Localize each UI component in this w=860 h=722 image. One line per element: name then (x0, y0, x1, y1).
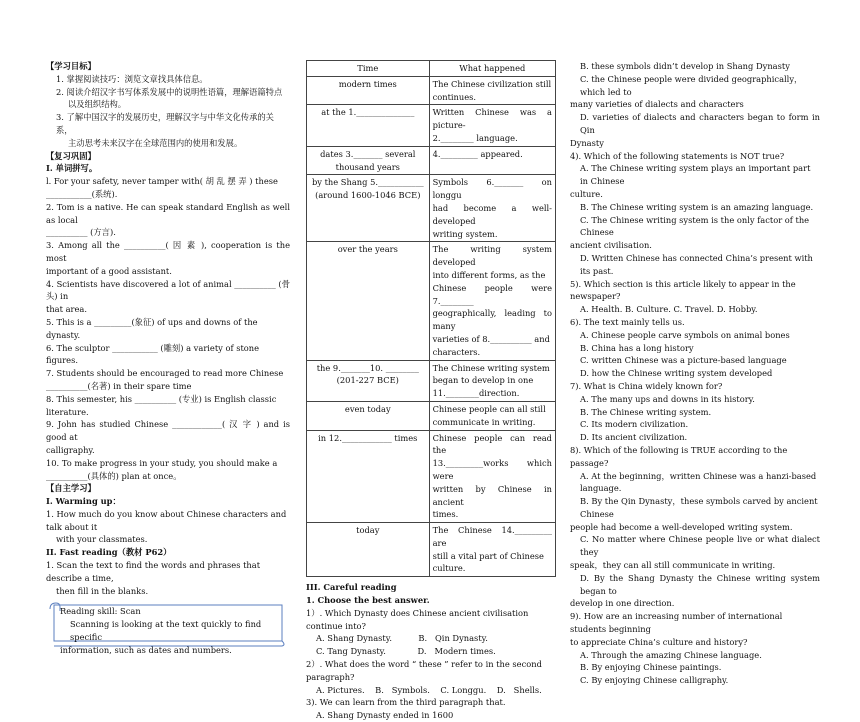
event-cell-line: writing system. (432, 228, 498, 239)
event-cell-line: into different forms, as the (432, 269, 546, 280)
question-text-line: B. these symbols didn’t develop in Shang Dynasty (580, 61, 790, 71)
table-header-row (307, 61, 556, 77)
objectives-heading: 【学习目标】 (46, 61, 96, 71)
question-text-line: A. Chinese people carve symbols on animal bones (580, 329, 790, 340)
event-cell-line: The Chinese 14._________ are (432, 525, 552, 548)
question-text-line: D. By the Shang Dynasty the Chinese writing system began to (580, 572, 820, 596)
question-text-line: B. The Chinese writing system. (580, 406, 712, 417)
fast-reading-heading: II. Fast reading（教材 P62） (46, 547, 172, 558)
fast-line: then fill in the blanks. (56, 585, 149, 596)
question-text-line: 9). How are an increasing number of international students beginning (570, 611, 783, 635)
event-cell-line: still a vital part of Chinese (432, 550, 544, 561)
event-cell (429, 360, 555, 401)
time-cell (307, 146, 430, 175)
event-cell (429, 146, 555, 175)
exercise-line: important of a good assistant. (46, 265, 172, 276)
event-cell-line: times. (432, 509, 459, 520)
time-cell (307, 76, 430, 105)
event-cell-line: geographically, leading to many (432, 308, 552, 332)
question-text-line: culture. (570, 188, 603, 199)
spelling-exercise (46, 175, 290, 482)
event-cell-line: The Chinese civilization still (432, 78, 552, 89)
objective-line: 2. 阅读介绍汉字书写体系发展中的说明性语篇，理解语篇特点 (56, 86, 283, 97)
event-cell-line: continues. (432, 91, 477, 102)
time-cell-line: modern times (338, 78, 397, 89)
table-header-what: What happened (429, 61, 555, 77)
skill-title: Reading skill: Scan (60, 606, 141, 617)
exercise-line: that area. (46, 304, 88, 315)
question-text-line: people had become a well-developed writing system. (570, 521, 793, 532)
question-line: 3). We can learn from the third paragraph that. (306, 697, 506, 708)
middle-column (306, 60, 556, 722)
event-cell (429, 105, 555, 146)
time-cell (307, 360, 430, 401)
warming-up-heading: I. Warming up： (46, 496, 121, 507)
option-line: A. Pictures. B. Symbols. C. Longgu. D. Shells. (316, 684, 542, 695)
table-row (307, 242, 556, 360)
event-cell-line: written by Chinese in ancient (432, 483, 552, 507)
time-cell-line: (201-227 BCE) (336, 375, 399, 386)
question-text-line: B. China has a long history (580, 342, 694, 353)
question-text-line: C. written Chinese was a picture-based language (580, 355, 787, 366)
event-cell-line: 4._________ appeared. (432, 148, 523, 159)
question-text-line: Dynasty (570, 137, 604, 148)
event-cell (429, 76, 555, 105)
time-cell-line: today (356, 525, 380, 536)
time-cell-line: by the Shang 5.___________ (311, 177, 424, 188)
time-cell (307, 242, 430, 360)
question-text-line: to appreciate China’s culture and history? (570, 636, 748, 647)
fast-line: 1. Scan the text to find the words and phrases that describe a time, (46, 560, 261, 583)
event-cell-line: Chinese people were 7.________ (432, 282, 552, 306)
question-text-line: B. By the Qin Dynasty，these symbols carved by ancient Chinese (580, 496, 818, 519)
question-text-line: C. No matter where Chinese people live or what dialect they (580, 534, 820, 558)
question-text-line: A. Through the amazing Chinese language. (580, 649, 762, 660)
question-text-line: C. the Chinese people were divided geographically，which led to (580, 73, 803, 97)
question-text-line: C. Its modern civilization. (580, 419, 689, 430)
time-cell-line: at the 1.______________ (321, 107, 415, 118)
table-row (307, 523, 556, 577)
exercise-line: __________ (方言). (46, 227, 116, 238)
skill-text: information, such as dates and numbers. (60, 644, 232, 655)
exercise-line: 9. John has studied Chinese ____________( 汉 字 ) and is good at (46, 419, 290, 443)
question-text-line: C. The Chinese writing system is the only factor of the Chinese (580, 214, 810, 238)
event-cell-line: characters. (432, 346, 481, 357)
exercise-line: 7. Students should be encouraged to read more Chinese (46, 368, 284, 379)
exercise-line: 4. Scientists have discovered a lot of animal __________ (骨头) in (46, 278, 290, 302)
question-text-line: A. Health. B. Culture. C. Travel. D. Hobby. (580, 304, 758, 315)
question-text-line: 4). Which of the following statements is NOT true? (570, 150, 785, 161)
event-cell-line: The Chinese writing system (432, 362, 550, 373)
exercise-line: 8. This semester, his __________ (专业) is English classic literature. (46, 393, 277, 417)
exercise-line: calligraphy. (46, 444, 95, 455)
time-cell (307, 175, 430, 242)
event-cell-line: 2.________ language. (432, 132, 518, 143)
event-cell (429, 430, 555, 523)
choose-heading: 1. Choose the best answer. (306, 595, 430, 606)
objective-line: 主动思考未来汉字在全球范围内的使用和发展。 (68, 137, 243, 148)
question-text-line: D. Written Chinese has connected China’s present with its past. (580, 252, 813, 276)
event-cell-line: The writing system developed (432, 244, 552, 268)
exercise-line: __________(具体的) plan at once。 (46, 470, 182, 481)
question-text-line: 8). Which of the following is TRUE according to the passage? (570, 444, 788, 468)
objective-line: 3. 了解中国汉字的发展历史，理解汉字与中华文化传承的关系， (56, 112, 274, 135)
table-header-time: Time (307, 61, 430, 77)
self-study-heading: 【自主学习】 (46, 483, 96, 494)
question-text-line: 6). The text mainly tells us. (570, 316, 685, 327)
question-text-line: B. By enjoying Chinese paintings. (580, 662, 722, 673)
event-cell-line: Written Chinese was a picture- (432, 107, 552, 131)
time-cell-line: dates 3._______ several (320, 148, 416, 159)
event-cell-line: culture. (432, 563, 466, 574)
event-cell (429, 523, 555, 577)
table-row (307, 360, 556, 401)
event-cell-line: had become a well-developed (432, 202, 552, 226)
objective-line: 以及组织结构。 (68, 99, 127, 110)
table-row (307, 430, 556, 523)
event-cell (429, 175, 555, 242)
event-cell-line: Symbols 6._______ on longgu (432, 177, 552, 201)
exercise-line: ___________(系统). (46, 188, 118, 199)
question-text-line: 5). Which section is this article likely to appear in the newspaper? (570, 278, 796, 302)
left-column (46, 60, 290, 655)
question-text-line: many varieties of dialects and characters (570, 99, 744, 110)
event-cell-line: began to develop in one (432, 375, 534, 386)
exercise-line: 3. Among all the __________( 因 素 ), cooperation is the most (46, 240, 290, 263)
question-text-line: D. varieties of dialects and characters began to form in Qin (580, 112, 820, 135)
time-cell (307, 430, 430, 523)
table-row (307, 146, 556, 175)
objective-line: 1. 掌握阅读技巧：浏览文章找具体信息。 (56, 73, 208, 84)
question-text-line: 7). What is China widely known for? (570, 380, 723, 391)
exercise-line: 5. This is a _________(象征) of ups and downs of the dynasty. (46, 316, 258, 340)
time-cell-line: thousand years (335, 161, 400, 172)
table-row (307, 401, 556, 430)
event-cell-line: Chinese people can all still (432, 403, 546, 414)
question-text-line: D. how the Chinese writing system developed (580, 368, 773, 379)
option-line: A. Shang Dynasty ended in 1600 (316, 710, 454, 721)
table-row (307, 175, 556, 242)
event-cell-line: 13._________works which were (432, 458, 552, 481)
event-cell-line: 11.________direction. (432, 388, 520, 399)
time-cell-line: (around 1600-1046 BCE) (315, 190, 421, 201)
time-cell (307, 523, 430, 577)
question-line: 1）. Which Dynasty does Chinese ancient civilisation continue into? (306, 607, 529, 631)
time-cell-line: in 12.____________ times (318, 432, 418, 443)
question-line: 2）. What does the word “ these ” refer to in the second paragraph? (306, 659, 542, 682)
time-cell-line: over the years (337, 244, 398, 255)
spelling-heading: I. 单词拼写。 (46, 163, 98, 174)
question-text-line: A. The Chinese writing system plays an important part in Chinese (580, 163, 811, 187)
question-text-line: D. Its ancient civilization. (580, 432, 688, 443)
exercise-line: 6. The sculptor ___________ (雕刻) a variety of stone figures. (46, 342, 260, 366)
question-text-line: A. The many ups and downs in its history. (580, 393, 755, 404)
event-cell (429, 242, 555, 360)
event-cell (429, 401, 555, 430)
question-text-line: C. By enjoying Chinese calligraphy. (580, 675, 729, 686)
table-row (307, 105, 556, 146)
question-text-line: A. At the beginning，written Chinese was a hanzi-based language. (580, 470, 817, 494)
option-line: A. Shang Dynasty. B. Qin Dynasty. (316, 633, 488, 644)
question-text-line: speak，they can all still communicate in writing. (570, 560, 776, 571)
review-heading: 【复习巩固】 (46, 150, 96, 161)
question-text-line: ancient civilisation. (570, 240, 652, 251)
reading-skill-scroll (48, 601, 288, 655)
skill-text: Scanning is looking at the text quickly to find specific (70, 619, 262, 643)
exercise-line: __________(名著) in their spare time (46, 380, 192, 391)
event-cell-line: varieties of 8.__________ and (432, 333, 550, 344)
time-cell-line: even today (344, 403, 391, 414)
question-text-line: B. The Chinese writing system is an amazing language. (580, 201, 814, 212)
warming-line: 1. How much do you know about Chinese characters and talk about it (46, 508, 287, 532)
exercise-line: 2. Tom is a native. He can speak standard English as well as local (46, 201, 290, 225)
event-cell-line: communicate in writing. (432, 416, 536, 427)
exercise-line: l. For your safety, never tamper with( 胡 乱 摆 弄 ) these (46, 176, 278, 187)
table-row (307, 76, 556, 105)
right-column (570, 60, 820, 687)
time-cell (307, 401, 430, 430)
warming-line: with your classmates. (56, 534, 148, 545)
careful-reading-heading: III. Careful reading (306, 582, 397, 593)
timeline-table (306, 60, 556, 577)
question-text-line: develop in one direction. (570, 598, 675, 609)
time-cell-line: the 9._______10. ________ (316, 362, 419, 373)
event-cell-line: Chinese people can read the (432, 432, 552, 456)
option-line: C. Tang Dynasty. D. Modern times. (316, 646, 496, 657)
time-cell (307, 105, 430, 146)
exercise-line: 10. To make progress in your study, you should make a (46, 457, 278, 468)
